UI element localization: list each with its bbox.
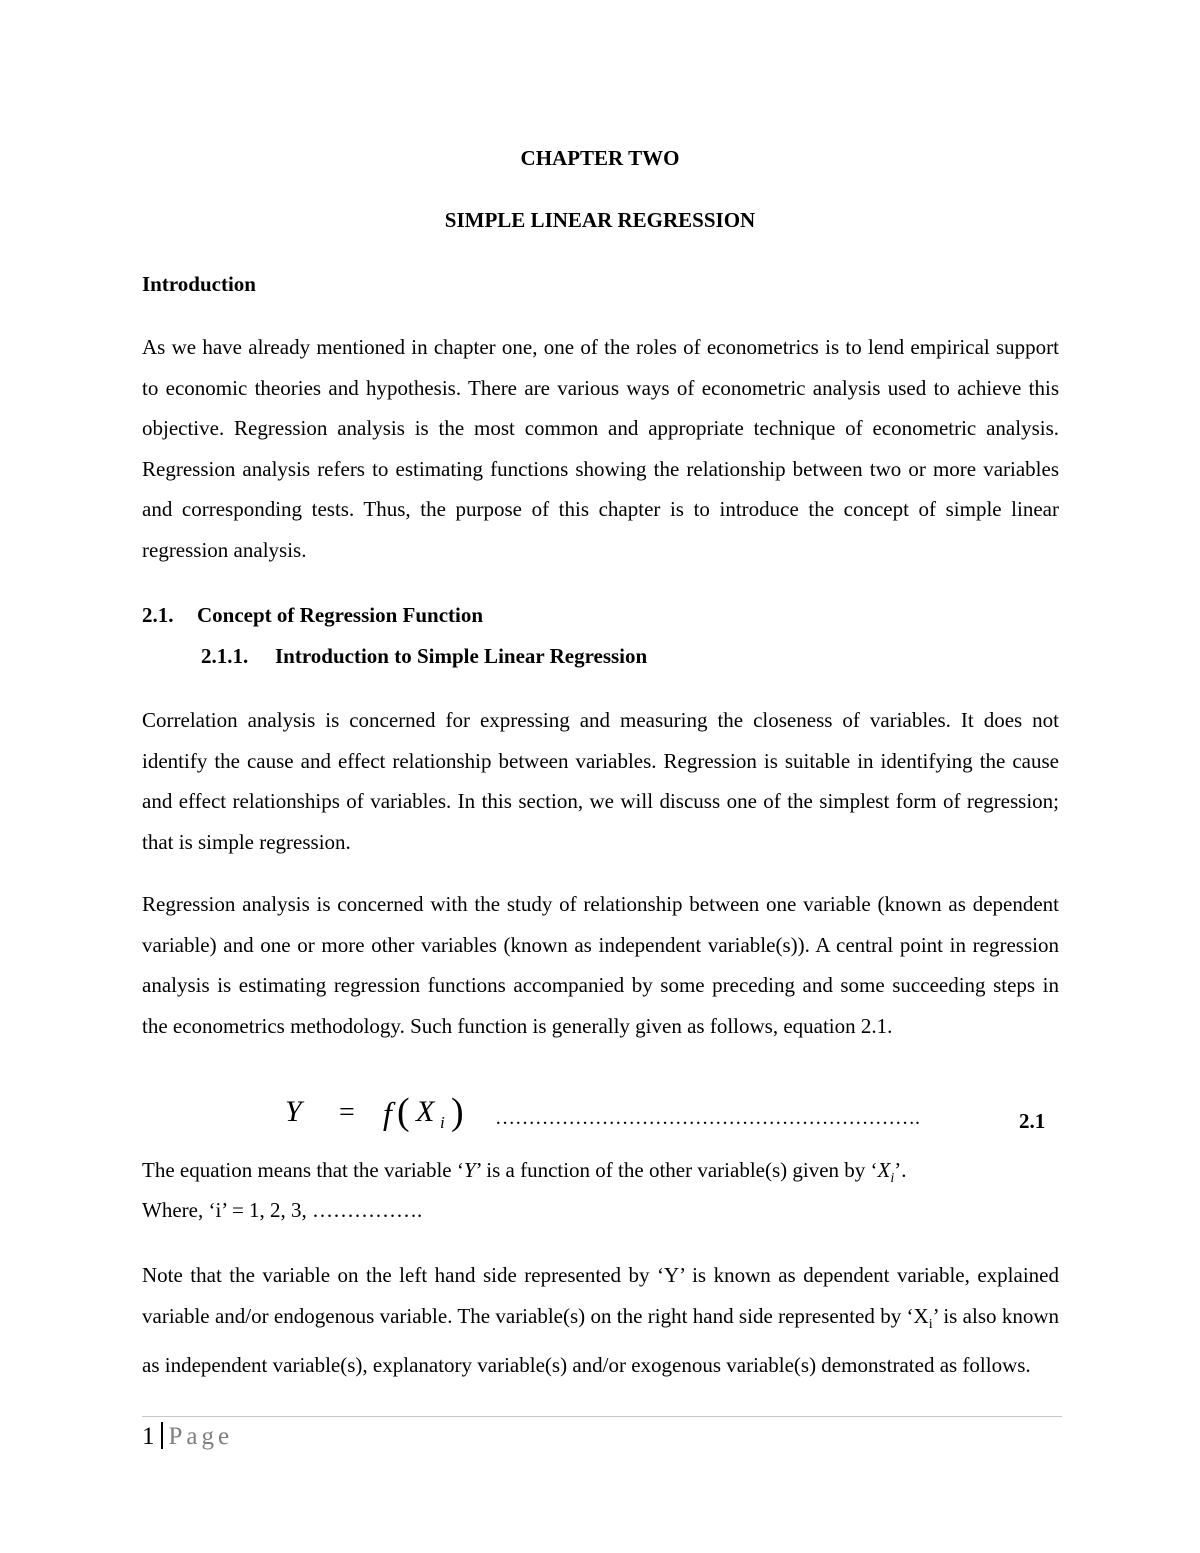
note-paragraph — [142, 1255, 1059, 1386]
regression-paragraph: Regression analysis is concerned with the study of relationship between one variable (known as dependent variable) and one or more other variables (known as independent variable(s)). A central point in regression analysis is estimating regression functions accompanied by some preceding and some succeeding steps in the econometrics methodology. Such function is generally given as follows, equation 2.1. — [142, 892, 1059, 1038]
equation-close-paren: ) — [451, 1091, 464, 1133]
meaning-text-end: ’. — [894, 1158, 907, 1182]
equation-function: f — [383, 1095, 392, 1131]
page-number: 1 — [142, 1423, 155, 1450]
chapter-subtitle: SIMPLE LINEAR REGRESSION — [444, 208, 756, 232]
equation-number: 2.1 — [1019, 1109, 1046, 1133]
note-subscript: i — [928, 1316, 933, 1332]
section-heading-2-1-1 — [201, 643, 647, 669]
correlation-paragraph: Correlation analysis is concerned for expressing and measuring the closeness of variables. It does not identify the cause and effect relationship between variables. Regression is suitable in identifying the cause and effect relationships of variables. In this section, we will discuss one of the simplest form of regression; that is simple regression. — [142, 708, 1059, 854]
subsection-title: Introduction to Simple Linear Regression — [275, 644, 648, 668]
meaning-x-symbol: X — [877, 1158, 891, 1182]
meaning-x-subscript: i — [890, 1171, 895, 1187]
meaning-text-middle: ’ is a function of the other variable(s) given by ‘ — [475, 1158, 878, 1182]
equation-2-1 — [0, 1093, 1200, 1141]
page-footer — [142, 1421, 233, 1455]
note-text-part2: ’ is also known as independent variable(s), explanatory variable(s) and/or exogenous variable(s) demonstrated as follows. — [142, 1303, 1059, 1378]
subsection-number: 2.1.1. — [201, 644, 249, 668]
intro-heading: Introduction — [142, 272, 256, 296]
equation-equals: = — [339, 1097, 355, 1128]
equation-open-paren: ( — [397, 1091, 410, 1133]
where-line: Where, ‘i’ = 1, 2, 3, ……………. — [142, 1198, 423, 1222]
equation-dots: ………………………………………………………. — [495, 1107, 920, 1129]
equation-lhs: Y — [285, 1095, 302, 1128]
section-title: Concept of Regression Function — [197, 603, 484, 627]
chapter-title: CHAPTER TWO — [520, 146, 680, 170]
equation-subscript: i — [440, 1113, 445, 1132]
intro-paragraph: As we have already mentioned in chapter one, one of the roles of econometrics is to lend empirical support to economic theories and hypothesis. There are various ways of econometric analysis used to achieve this objective. Regression analysis is the most common and appropriate technique of econometric analysis. Regression analysis refers to estimating functions showing the relationship between two or more variables and corresponding tests. Thus, the purpose of this chapter is to introduce the concept of simple linear regression analysis. — [142, 335, 1059, 562]
footer-separator — [161, 1422, 163, 1449]
equation-var: X — [416, 1095, 435, 1128]
meaning-text-before: The equation means that the variable ‘ — [142, 1158, 464, 1182]
meaning-y-symbol: Y — [463, 1158, 476, 1182]
note-text-part1: Note that the variable on the left hand side represented by ‘Y’ is known as dependent variable, explained variable and/or endogenous variable. The variable(s) on the right hand side represented by ‘X — [142, 1263, 1059, 1328]
section-number: 2.1. — [142, 603, 174, 627]
page-label: Page — [168, 1423, 234, 1450]
footer-divider — [142, 1416, 1062, 1417]
equation-meaning-paragraph — [142, 1150, 1059, 1200]
section-heading-2-1 — [142, 602, 483, 628]
